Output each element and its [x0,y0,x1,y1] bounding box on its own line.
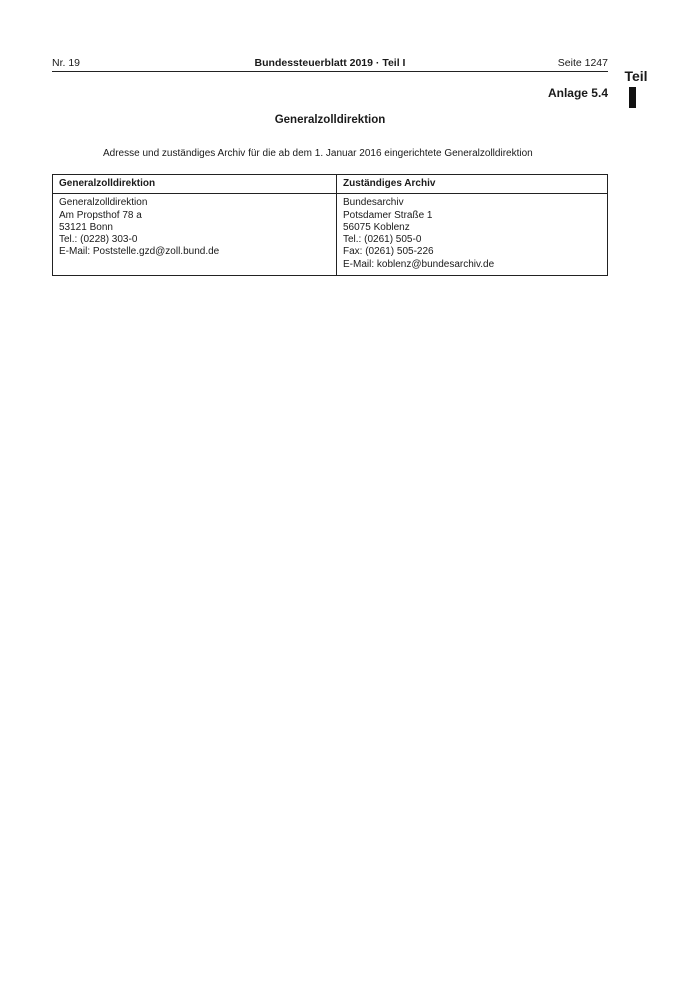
address-line: Am Propsthof 78 a [59,209,142,221]
address-line: Generalzolldirektion [59,197,148,209]
section-title: Generalzolldirektion [274,114,386,126]
address-cell-archiv [337,194,608,276]
table-row [53,194,608,276]
address-table [52,174,608,276]
address-line: E-Mail: koblenz@bundesarchiv.de [343,258,495,270]
intro-text: Adresse und zuständiges Archiv für die ab dem 1. Januar 2016 eingerichtete Generalzolldirektion [103,148,533,159]
column-header-archiv: Zuständiges Archiv [337,175,608,194]
address-line: 56075 Koblenz [343,221,410,233]
column-header-generalzolldirektion: Generalzolldirektion [53,175,337,194]
header-rule [52,71,608,72]
address-line: Bundesarchiv [343,197,404,209]
teil-marker-roman-one [629,87,636,108]
publication-title: Bundessteuerblatt 2019 · Teil I [254,57,406,69]
table-header-row [53,175,608,194]
page-number: Seite 1247 [557,57,608,69]
teil-marker-label: Teil [624,68,648,84]
address-line: Tel.: (0228) 303-0 [59,234,138,246]
address-line: E-Mail: Poststelle.gzd@zoll.bund.de [59,246,220,258]
address-line: Fax: (0261) 505-226 [343,246,434,258]
address-line: 53121 Bonn [59,221,113,233]
address-cell-generalzolldirektion [53,194,337,276]
page-header [52,57,608,71]
address-line: Potsdamer Straße 1 [343,209,433,221]
annex-label: Anlage 5.4 [547,86,608,100]
issue-number: Nr. 19 [52,57,81,69]
address-line: Tel.: (0261) 505-0 [343,234,422,246]
